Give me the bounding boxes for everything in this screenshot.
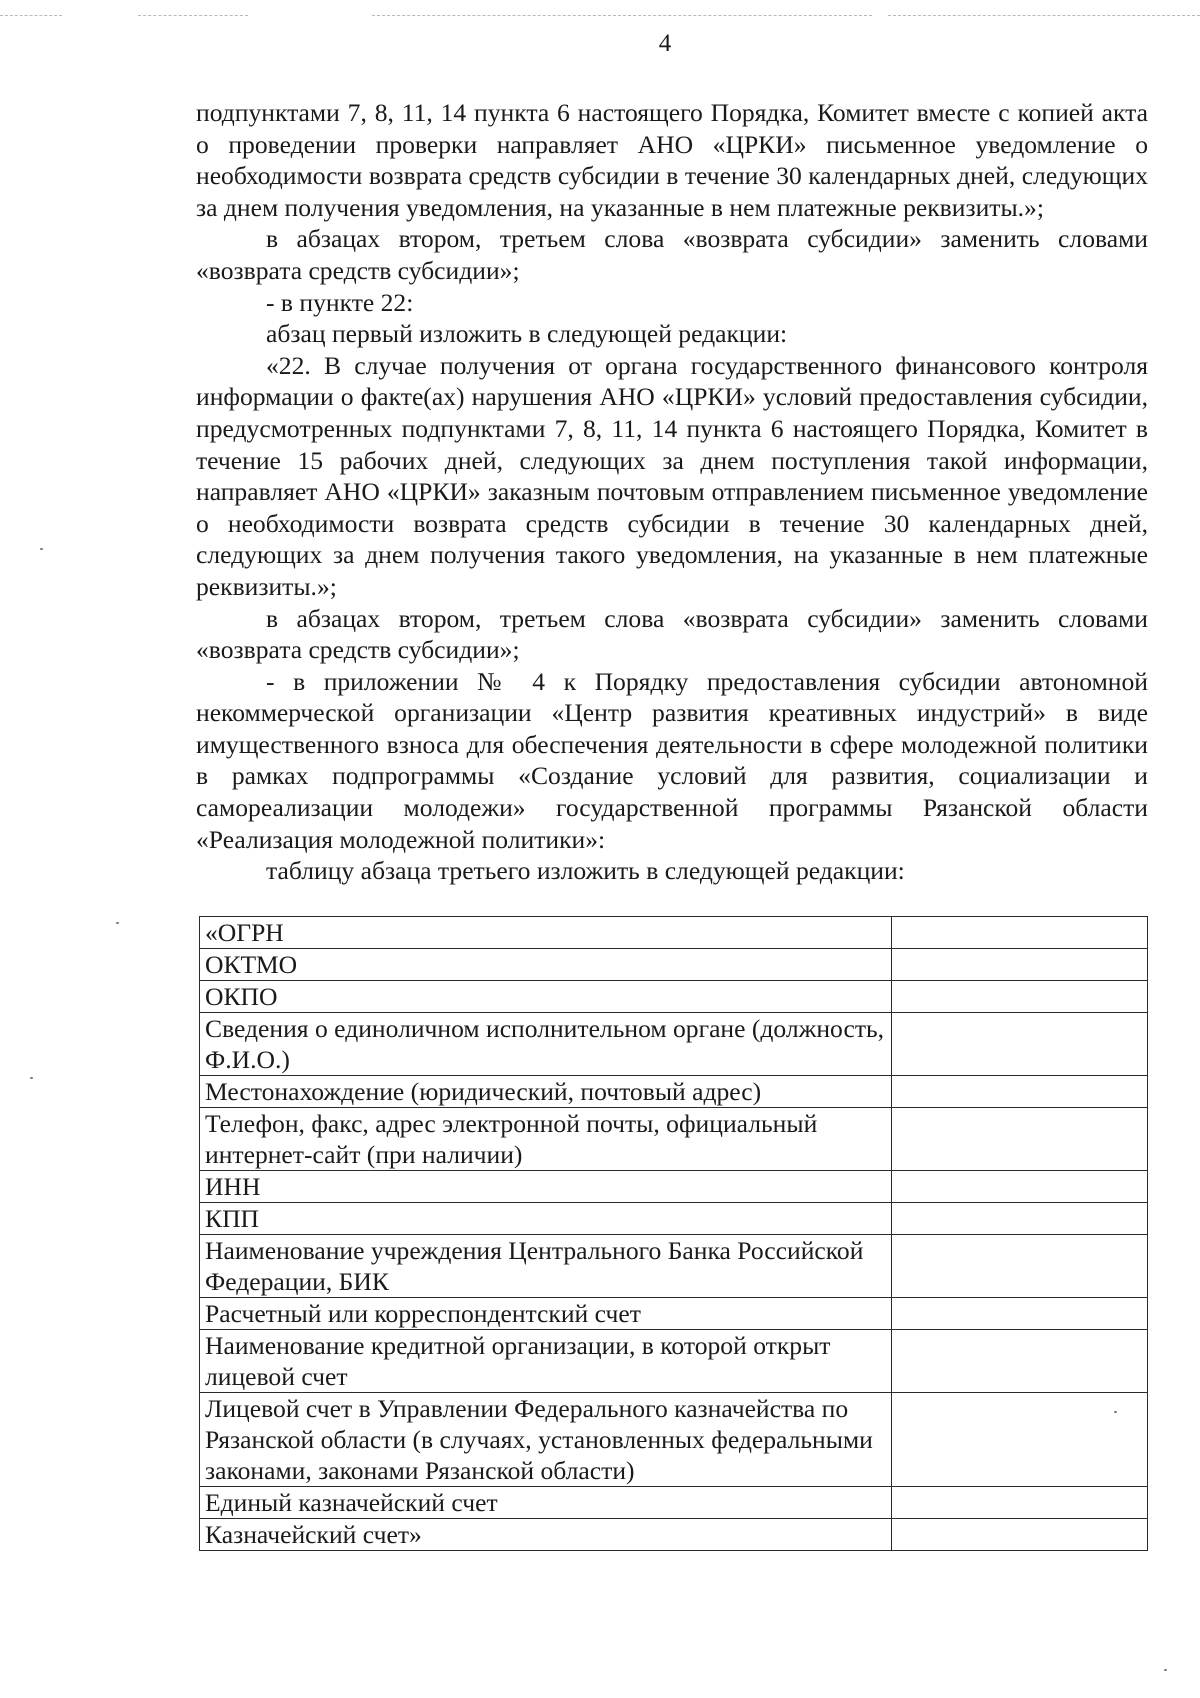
- table-row: [200, 1235, 1148, 1298]
- body-paragraph: в абзацах втором, третьем слова «возврата субсидии» заменить словами «возврата средств субсидии»;: [196, 224, 1148, 285]
- body-paragraph: абзац первый изложить в следующей редакции:: [266, 319, 788, 349]
- table-row-value: [892, 1298, 1148, 1330]
- table-row-value: [892, 1487, 1148, 1519]
- table-row: [200, 1487, 1148, 1519]
- table-row-label: Сведения о единоличном исполнительном органе (должность, Ф.И.О.): [200, 1013, 892, 1076]
- body-paragraph: - в приложении № 4 к Порядку предоставления субсидии автономной некоммерческой организации «Центр развития креативных индустрий» в виде имущественного взноса для обеспечения деятельности в сфере молодежной политики в рамках подпрограммы «Создание условий для развития, социализации и самореализации молодежи» государственной программы Рязанской области «Реализация молодежной политики»:: [196, 666, 1148, 854]
- table-row-value: [892, 1393, 1148, 1487]
- body-paragraph: - в пункте 22:: [266, 287, 414, 317]
- scan-speck: [40, 548, 43, 550]
- table-row: [200, 949, 1148, 981]
- table-row: [200, 1393, 1148, 1487]
- scan-speck: [1164, 1669, 1167, 1671]
- table-row: [200, 917, 1148, 949]
- scan-artifact-line: [0, 15, 62, 16]
- table-row-label: Единый казначейский счет: [200, 1487, 892, 1519]
- scan-speck: [116, 922, 119, 924]
- table-row-label: ОКТМО: [200, 949, 892, 981]
- table-row: [200, 1108, 1148, 1171]
- table-row: [200, 1330, 1148, 1393]
- table-row-value: [892, 1330, 1148, 1393]
- document-body-text: [196, 97, 1148, 887]
- table-row: [200, 981, 1148, 1013]
- table-row-value: [892, 1013, 1148, 1076]
- table-row-label: Телефон, факс, адрес электронной почты, официальный интернет-сайт (при наличии): [200, 1108, 892, 1171]
- table-row-label: Наименование учреждения Центрального Банка Российской Федерации, БИК: [200, 1235, 892, 1298]
- scan-artifact-line: [138, 15, 248, 16]
- table-row-label: ИНН: [200, 1171, 892, 1203]
- table-row-label: Местонахождение (юридический, почтовый адрес): [200, 1076, 892, 1108]
- table-row-label: «ОГРН: [200, 917, 892, 949]
- table-row-value: [892, 1108, 1148, 1171]
- table-row-value: [892, 917, 1148, 949]
- table-row: [200, 1298, 1148, 1330]
- table-row-label: Наименование кредитной организации, в которой открыт лицевой счет: [200, 1330, 892, 1393]
- table-row: [200, 1076, 1148, 1108]
- table-row: [200, 1171, 1148, 1203]
- scan-speck: [30, 1077, 33, 1079]
- body-paragraph: подпунктами 7, 8, 11, 14 пункта 6 настоящего Порядка, Комитет вместе с копией акта о проведении проверки направляет АНО «ЦРКИ» письменное уведомление о необходимости возврата средств субсидии в течение 30 календарных дней, следующих за днем получения уведомления, на указанные в нем платежные реквизиты.»;: [196, 98, 1148, 222]
- table-row-value: [892, 981, 1148, 1013]
- table-row-label: Лицевой счет в Управлении Федерального казначейства по Рязанской области (в случаях, установленных федеральными законами, законами Рязанской области): [200, 1393, 892, 1487]
- table-row-value: [892, 1203, 1148, 1235]
- table-row: [200, 1519, 1148, 1551]
- table-row-value: [892, 1519, 1148, 1551]
- table-row-label: Казначейский счет»: [200, 1519, 892, 1551]
- table-row: [200, 1203, 1148, 1235]
- body-paragraph: таблицу абзаца третьего изложить в следующей редакции:: [266, 856, 905, 886]
- table-row-label: ОКПО: [200, 981, 892, 1013]
- table-row-value: [892, 1076, 1148, 1108]
- table-row-value: [892, 1171, 1148, 1203]
- table-row-label: КПП: [200, 1203, 892, 1235]
- table-row: [200, 1013, 1148, 1076]
- requisites-table: [199, 916, 1148, 1551]
- table-row-value: [892, 949, 1148, 981]
- scan-artifact-line: [372, 15, 872, 16]
- table-row-label: Расчетный или корреспондентский счет: [200, 1298, 892, 1330]
- scan-artifact-line: [888, 15, 1200, 16]
- body-paragraph: «22. В случае получения от органа государственного финансового контроля информации о факте(ах) нарушения АНО «ЦРКИ» условий предоставления субсидии, предусмотренных подпунктами 7, 8, 11, 14 пункта 6 настоящего Порядка, Комитет в течение 15 рабочих дней, следующих за днем поступления такой информации, направляет АНО «ЦРКИ» заказным почтовым отправлением письменное уведомление о необходимости возврата средств субсидии в течение 30 календарных дней, следующих за днем получения такого уведомления, на указанные в нем платежные реквизиты.»;: [196, 350, 1148, 601]
- page-number: 4: [658, 30, 672, 57]
- body-paragraph: в абзацах втором, третьем слова «возврата субсидии» заменить словами «возврата средств субсидии»;: [196, 603, 1148, 665]
- table-row-value: [892, 1235, 1148, 1298]
